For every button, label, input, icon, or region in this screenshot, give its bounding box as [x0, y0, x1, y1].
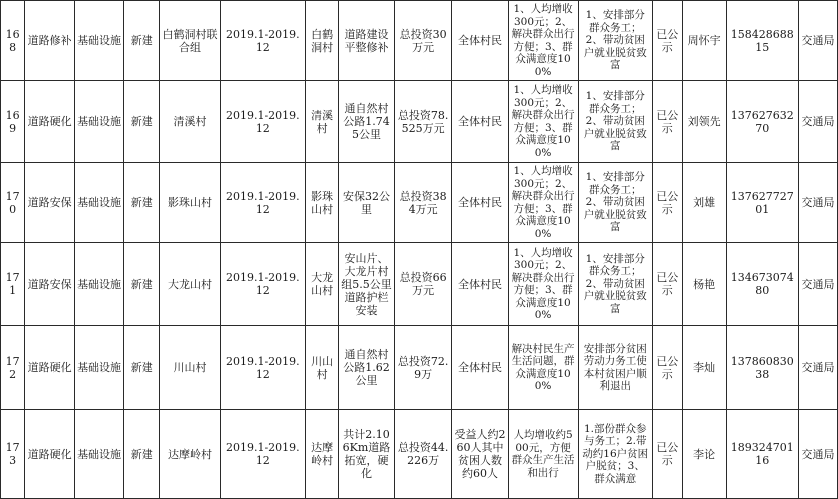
table-row: [1, 243, 838, 326]
construction-content: 道路建设平整修补: [339, 1, 395, 81]
responsible-person: 刘领先: [682, 81, 726, 163]
contact-phone: 13762772701: [726, 163, 798, 243]
project-category: 基础设施: [75, 243, 124, 326]
responsible-person: 周怀宇: [682, 1, 726, 81]
construction-period: 2019.1-2019.12: [220, 163, 305, 243]
village-name: 影珠山村: [306, 163, 339, 243]
project-category: 基础设施: [75, 326, 124, 410]
construction-content: 安山片、大龙片村组5.5公里道路护栏安装: [339, 243, 395, 326]
construction-content: 通自然村公路1.62公里: [339, 326, 395, 410]
beneficiaries: 全体村民: [452, 81, 508, 163]
village-name: 川山村: [306, 326, 339, 410]
responsible-person: 李论: [682, 410, 726, 499]
contact-phone: 15842868815: [726, 1, 798, 81]
construction-period: 2019.1-2019.12: [220, 243, 305, 326]
construction-period: 2019.1-2019.12: [220, 81, 305, 163]
construction-type: 新建: [124, 410, 160, 499]
project-location: 影珠山村: [160, 163, 220, 243]
project-category: 基础设施: [75, 163, 124, 243]
table-row: [1, 163, 838, 243]
responsible-person: 李灿: [682, 326, 726, 410]
table-row: [1, 81, 838, 163]
project-location: 清溪村: [160, 81, 220, 163]
contact-phone: 13762763270: [726, 81, 798, 163]
publicity-status: 已公示: [652, 81, 682, 163]
investment-amount: 总投资44.226万: [394, 410, 452, 499]
construction-period: 2019.1-2019.12: [220, 326, 305, 410]
construction-type: 新建: [124, 326, 160, 410]
construction-content: 通自然村公路1.745公里: [339, 81, 395, 163]
performance-goal: 1、人均增收300元；2、解决群众出行方便；3、群众满意度100%: [508, 81, 578, 163]
contact-phone: 13786083038: [726, 326, 798, 410]
construction-period: 2019.1-2019.12: [220, 410, 305, 499]
project-location: 白鹤洞村联合组: [160, 1, 220, 81]
publicity-status: 已公示: [652, 326, 682, 410]
benefit-mechanism: 1、安排部分群众务工；2、带动贫困户就业脱贫致富: [578, 81, 652, 163]
responsible-department: 交通局: [799, 81, 838, 163]
benefit-mechanism: 1、安排部分群众务工；2、带动贫困户就业脱贫致富: [578, 1, 652, 81]
responsible-department: 交通局: [799, 326, 838, 410]
project-category: 基础设施: [75, 1, 124, 81]
benefit-mechanism: 1、安排部分群众务工；2、带动贫困户就业脱贫致富: [578, 163, 652, 243]
responsible-department: 交通局: [799, 163, 838, 243]
benefit-mechanism: 1、安排部分群众务工；2、带动贫困户就业脱贫致富: [578, 243, 652, 326]
project-name: 道路安保: [25, 243, 75, 326]
publicity-status: 已公示: [652, 243, 682, 326]
project-location: 川山村: [160, 326, 220, 410]
investment-amount: 总投资72.9万: [394, 326, 452, 410]
village-name: 白鹤洞村: [306, 1, 339, 81]
construction-type: 新建: [124, 81, 160, 163]
beneficiaries: 受益人约260人其中贫困人数约60人: [452, 410, 508, 499]
project-location: 大龙山村: [160, 243, 220, 326]
construction-content: 共计2.106Km道路拓宽，硬化: [339, 410, 395, 499]
row-number: 171: [1, 243, 25, 326]
village-name: 达摩岭村: [306, 410, 339, 499]
performance-goal: 人均增收约500元，方便群众生产生活和出行: [508, 410, 578, 499]
village-name: 清溪村: [306, 81, 339, 163]
project-location: 达摩岭村: [160, 410, 220, 499]
responsible-department: 交通局: [799, 1, 838, 81]
investment-amount: 总投资30万元: [394, 1, 452, 81]
row-number: 172: [1, 326, 25, 410]
beneficiaries: 全体村民: [452, 243, 508, 326]
table-row: [1, 410, 838, 499]
investment-amount: 总投资66万元: [394, 243, 452, 326]
project-name: 道路硬化: [25, 81, 75, 163]
responsible-person: 刘雄: [682, 163, 726, 243]
performance-goal: 1、人均增收300元；2、解决群众出行方便；3、群众满意度100%: [508, 163, 578, 243]
row-number: 169: [1, 81, 25, 163]
table-row: [1, 1, 838, 81]
project-category: 基础设施: [75, 410, 124, 499]
performance-goal: 1、人均增收300元；2、解决群众出行方便；3、群众满意度100%: [508, 243, 578, 326]
responsible-department: 交通局: [799, 243, 838, 326]
row-number: 170: [1, 163, 25, 243]
village-name: 大龙山村: [306, 243, 339, 326]
beneficiaries: 全体村民: [452, 326, 508, 410]
contact-phone: 18932470116: [726, 410, 798, 499]
responsible-department: 交通局: [799, 410, 838, 499]
investment-amount: 总投资384万元: [394, 163, 452, 243]
project-category: 基础设施: [75, 81, 124, 163]
project-name: 道路硬化: [25, 326, 75, 410]
benefit-mechanism: 1.部份群众参与务工；2.带动约16户贫困户脱贫；3、群众满意: [578, 410, 652, 499]
contact-phone: 13467307480: [726, 243, 798, 326]
responsible-person: 杨艳: [682, 243, 726, 326]
beneficiaries: 全体村民: [452, 1, 508, 81]
table-row: [1, 326, 838, 410]
publicity-status: 已公示: [652, 163, 682, 243]
construction-content: 安保32公里: [339, 163, 395, 243]
project-name: 道路修补: [25, 1, 75, 81]
row-number: 173: [1, 410, 25, 499]
row-number: 168: [1, 1, 25, 81]
publicity-status: 已公示: [652, 410, 682, 499]
performance-goal: 1、人均增收300元；2、解决群众出行方便；3、群众满意度100%: [508, 1, 578, 81]
project-name: 道路安保: [25, 163, 75, 243]
performance-goal: 解决村民生产生活问题，群众满意度100%: [508, 326, 578, 410]
investment-amount: 总投资78.525万元: [394, 81, 452, 163]
construction-period: 2019.1-2019.12: [220, 1, 305, 81]
construction-type: 新建: [124, 163, 160, 243]
benefit-mechanism: 安排部分贫困劳动力务工使本村贫困户顺利退出: [578, 326, 652, 410]
construction-type: 新建: [124, 1, 160, 81]
construction-type: 新建: [124, 243, 160, 326]
beneficiaries: 全体村民: [452, 163, 508, 243]
publicity-status: 已公示: [652, 1, 682, 81]
project-name: 道路硬化: [25, 410, 75, 499]
